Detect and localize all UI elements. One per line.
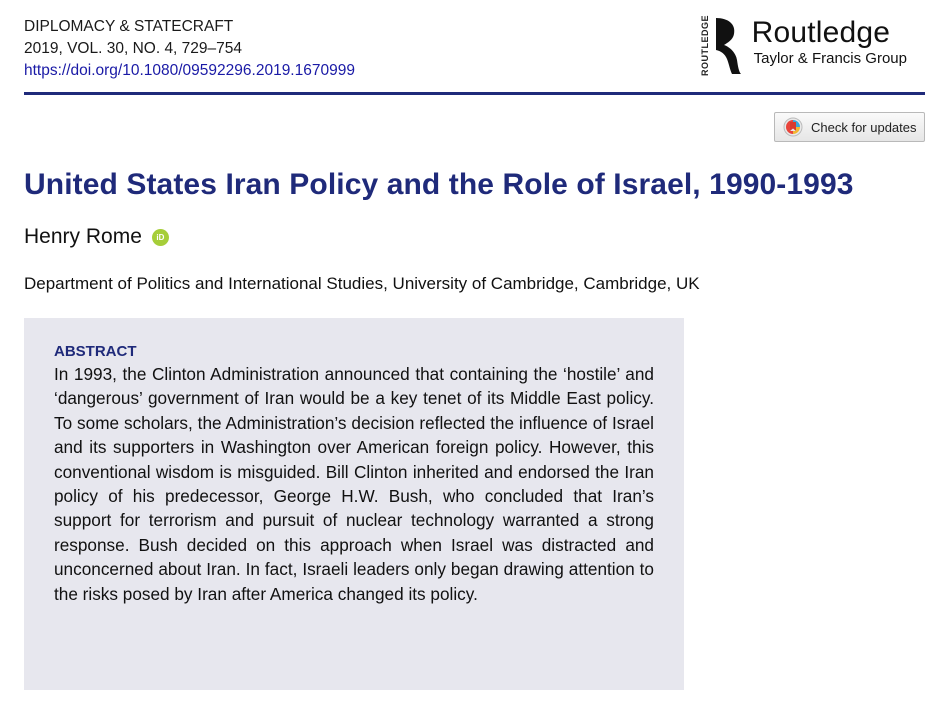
abstract-box bbox=[24, 318, 684, 690]
article-title: United States Iran Policy and the Role of Israel, 1990-1993 bbox=[24, 168, 854, 201]
publisher-vertical-text: ROUTLEDGE bbox=[699, 14, 710, 76]
orcid-icon[interactable]: iD bbox=[152, 229, 169, 246]
doi-link[interactable]: https://doi.org/10.1080/09592296.2019.1670999 bbox=[24, 62, 355, 79]
check-for-updates-label: Check for updates bbox=[811, 119, 917, 135]
crossmark-icon bbox=[783, 117, 803, 137]
abstract-label: ABSTRACT bbox=[54, 343, 137, 360]
journal-name: DIPLOMACY & STATECRAFT bbox=[24, 18, 234, 35]
publisher-logo bbox=[700, 16, 907, 76]
abstract-text: In 1993, the Clinton Administration announced that containing the ‘hostile’ and ‘dangerous’ government of Iran would be a key tenet of its Middle East policy. To some scholars, the Administration’s decision reflected the influence of Israel and its supporters in Washington over American foreign policy. However, this conventional wisdom is misguided. Bill Clinton inherited and endorsed the Iran policy of his predecessor, George H.W. Bush, who concluded that Iran’s support for terrorism and pursuit of nuclear technology warranted a strong response. Bush decided on this approach when Israel was distracted and unconcerned about Iran. In fact, Israeli leaders only began drawing attention to the risks posed by Iran after America changed its policy. bbox=[54, 364, 654, 604]
routledge-profile-icon bbox=[712, 16, 742, 76]
journal-info bbox=[24, 16, 355, 82]
journal-issue: 2019, VOL. 30, NO. 4, 729–754 bbox=[24, 40, 243, 57]
header-divider bbox=[24, 92, 925, 95]
publisher-group: Taylor & Francis Group bbox=[753, 50, 907, 67]
author-name[interactable]: Henry Rome bbox=[24, 225, 142, 248]
author-affiliation: Department of Politics and International Studies, University of Cambridge, Cambridge, UK bbox=[24, 274, 700, 293]
author-line bbox=[24, 225, 169, 249]
publisher-name: Routledge bbox=[751, 16, 891, 49]
check-for-updates-button[interactable] bbox=[774, 112, 925, 142]
